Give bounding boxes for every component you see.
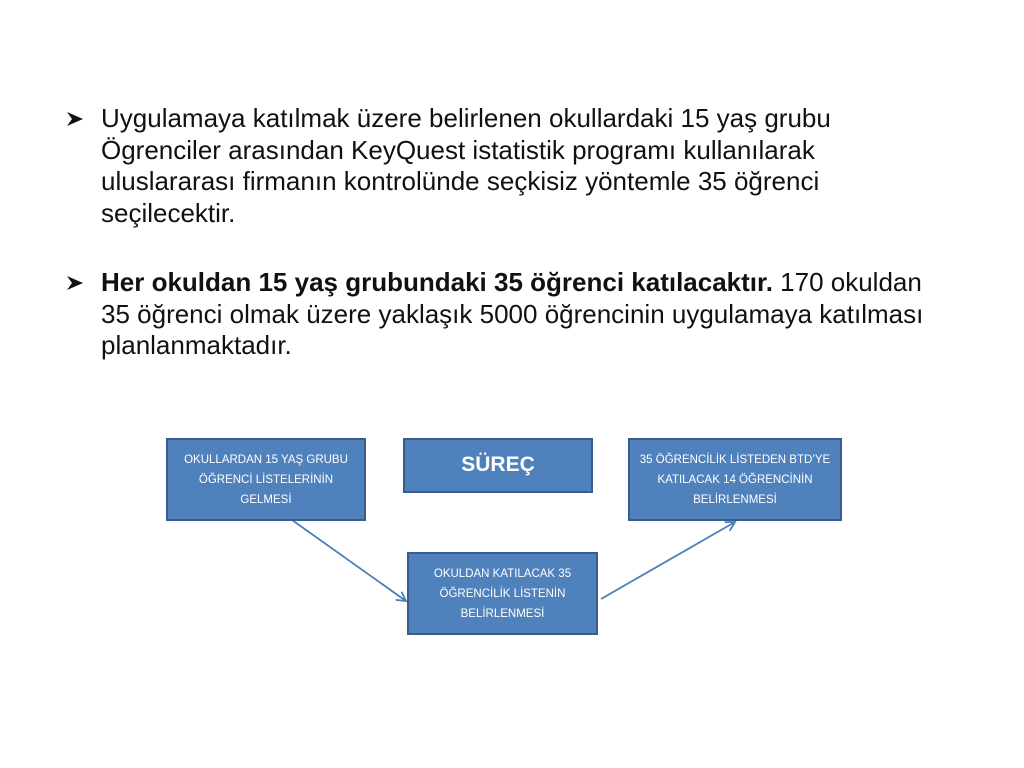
bullet-text: 170 okuldan 35 öğrenci olmak üzere yaklaşık 5000 öğrencinin uygulamaya katılması planlanmaktadır. [101, 267, 924, 360]
arrow-bullet-icon [66, 275, 84, 291]
bullet-item-participation [66, 267, 946, 362]
step-box-school-list: OKULDAN KATILACAK 35 ÖĞRENCİLİK LİSTENİN BELİRLENMESİ [407, 552, 598, 635]
bullet-text: Uygulamaya katılmak üzere belirlenen okullardaki 15 yaş grubu Ögrenciler arasından KeyQuest istatistik programı kullanılarak uluslararası firmanın kontrolünde seçkisiz yöntemle 35 öğrenci seçilecektir. [101, 103, 831, 228]
arrow-bullet-icon [66, 111, 84, 127]
step-box-student-lists: OKULLARDAN 15 YAŞ GRUBU ÖĞRENCİ LİSTELERİNİN GELMESİ [166, 438, 366, 521]
connector-arrow-step2-to-step3 [601, 522, 735, 599]
bullet-bold-text: Her okuldan 15 yaş grubundaki 35 öğrenci katılacaktır. [101, 267, 773, 297]
step-box-final-selection: 35 ÖĞRENCİLİK LİSTEDEN BTD’YE KATILACAK 14 ÖĞRENCİNİN BELİRLENMESİ [628, 438, 842, 521]
process-title-box: SÜREÇ [403, 438, 593, 493]
bullet-list [66, 103, 946, 362]
connector-arrow-step1-to-step2 [292, 520, 406, 601]
bullet-item-selection [66, 103, 946, 229]
